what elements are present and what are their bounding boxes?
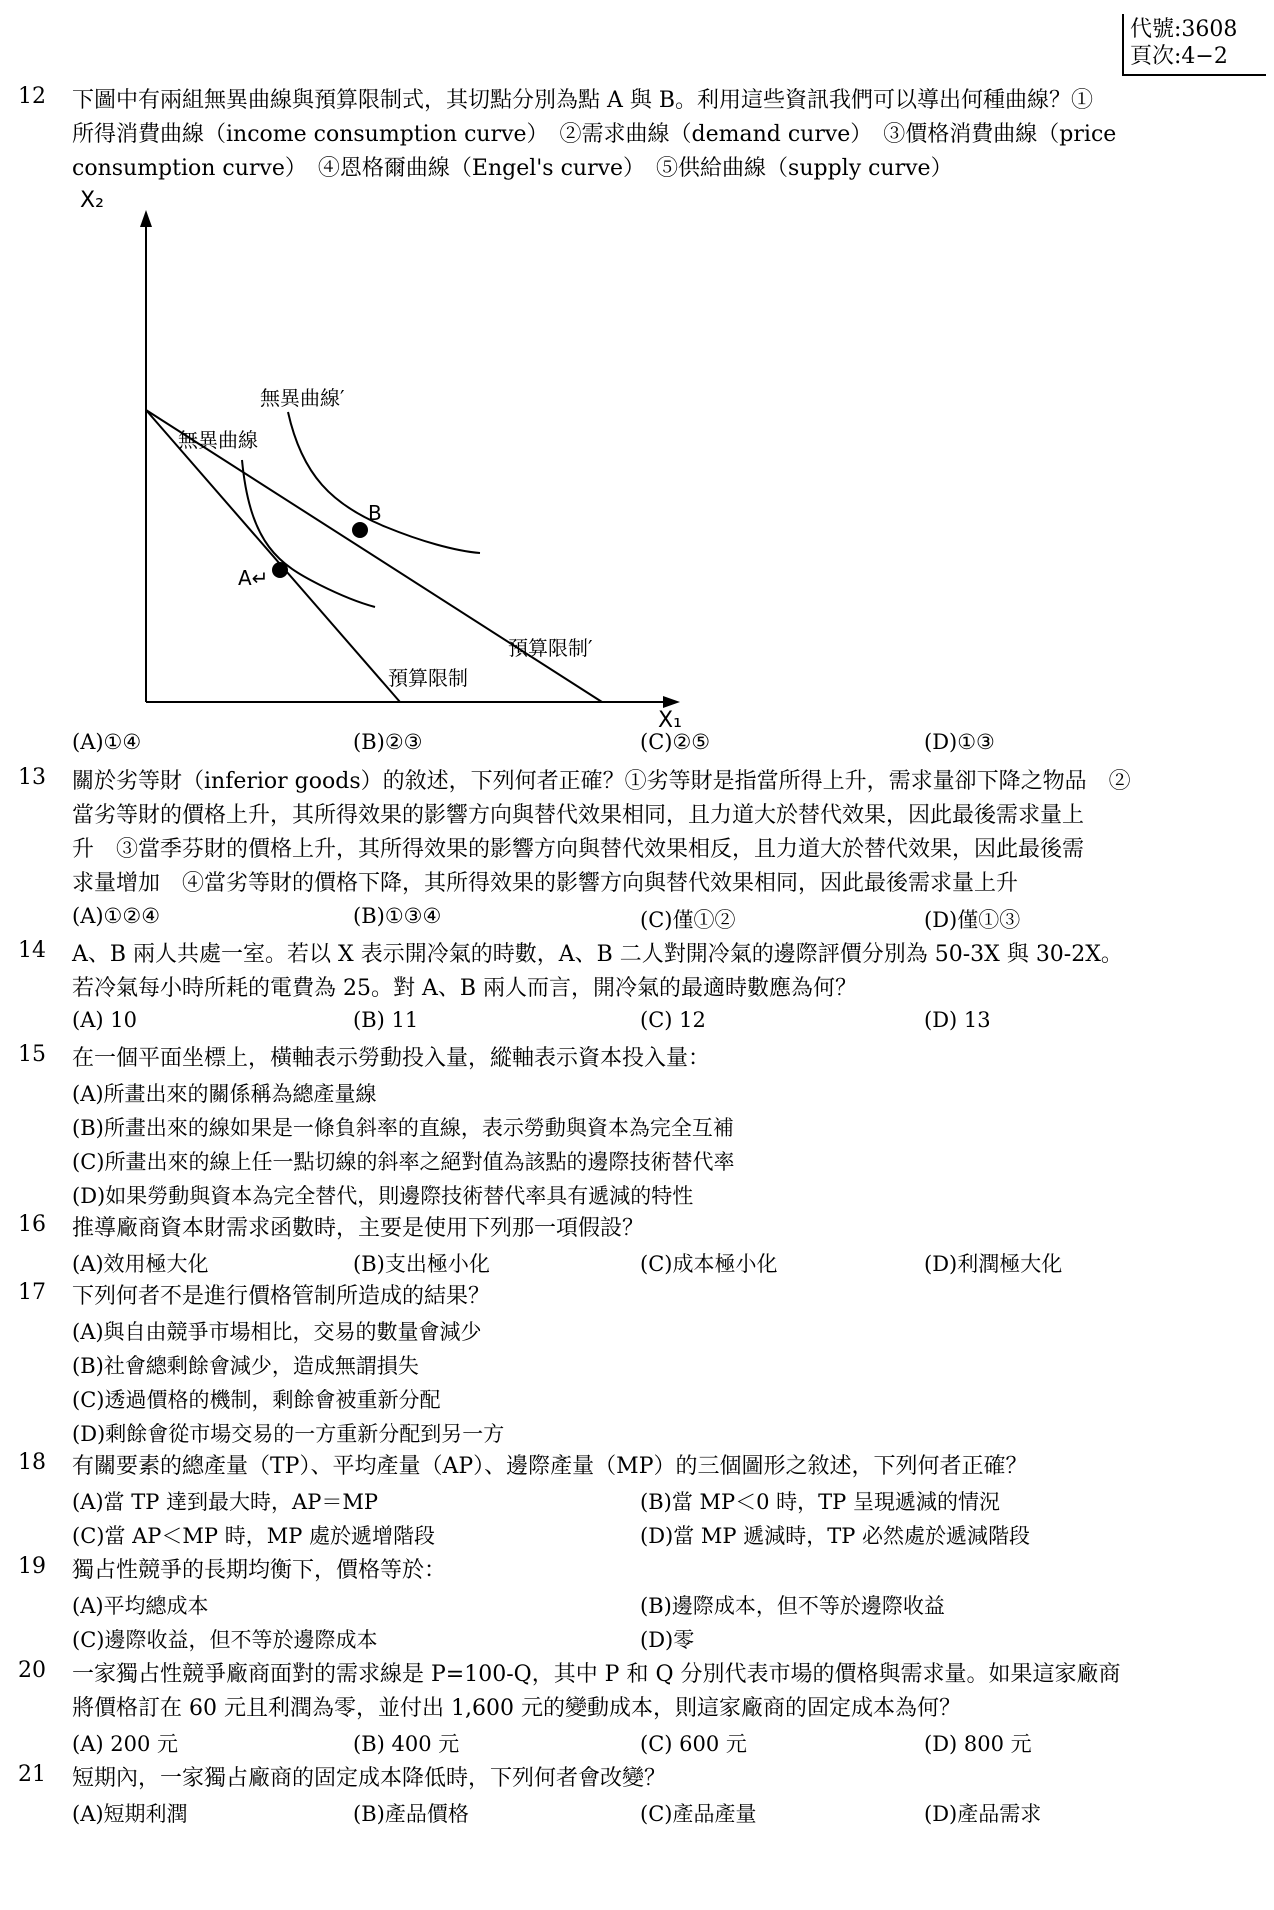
question-number: 15	[18, 1042, 46, 1067]
option-a: (A)①②④	[72, 904, 161, 928]
indifference-curve-figure	[70, 185, 690, 730]
question-line: 一家獨占性競爭廠商面對的需求線是 P=100-Q，其中 P 和 Q 分別代表市場的價格與需求量。如果這家廠商	[72, 1662, 1121, 1687]
option-d: (D)當 MP 遞減時，TP 必然處於遞減階段	[640, 1524, 1031, 1548]
question-line: 下列何者不是進行價格管制所造成的結果？	[72, 1284, 491, 1309]
option-d: (D)利潤極大化	[924, 1252, 1063, 1276]
option-c: (C)僅①②	[640, 908, 736, 932]
option-b: (B)所畫出來的線如果是一條負斜率的直線，表示勞動與資本為完全互補	[72, 1116, 734, 1140]
question-text	[72, 938, 1262, 1006]
option-a: (A)效用極大化	[72, 1252, 209, 1276]
option-b: (B)社會總剩餘會減少，造成無謂損失	[72, 1354, 419, 1378]
question-number: 21	[18, 1762, 46, 1787]
option-a: (A)平均總成本	[72, 1594, 209, 1618]
question-number: 12	[18, 84, 46, 109]
question-text	[72, 1280, 1262, 1314]
question-line: 所得消費曲線（income consumption curve） ②需求曲線（demand curve） ③價格消費曲線（price	[72, 122, 1117, 147]
option-a: (A)短期利潤	[72, 1802, 188, 1826]
option-c: (C)成本極小化	[640, 1252, 778, 1276]
question-line: 下圖中有兩組無異曲線與預算限制式，其切點分別為點 A 與 B。利用這些資訊我們可以導出何種曲線？①	[72, 88, 1094, 113]
question-text	[72, 1212, 1262, 1246]
question-number: 17	[18, 1280, 46, 1305]
option-c: (C)產品產量	[640, 1802, 757, 1826]
option-c: (C) 12	[640, 1008, 706, 1032]
question-text	[72, 1450, 1262, 1484]
question-line: 關於劣等財（inferior goods）的敘述，下列何者正確？①劣等財是指當所得上升，需求量卻下降之物品 ②	[72, 769, 1131, 794]
question-line: 若冷氣每小時所耗的電費為 25。對 A、B 兩人而言，開冷氣的最適時數應為何？	[72, 976, 858, 1001]
point-a-label: A↵	[238, 566, 269, 590]
option-b: (B)當 MP＜0 時，TP 呈現遞減的情況	[640, 1490, 1000, 1514]
question-number: 18	[18, 1450, 46, 1475]
indifference-curve-prime-label: 無異曲線′	[260, 386, 345, 410]
option-d: (D)剩餘會從市場交易的一方重新分配到另一方	[72, 1422, 505, 1446]
question-text	[72, 1042, 1262, 1076]
point-a	[272, 562, 288, 578]
option-d: (D)如果勞動與資本為完全替代，則邊際技術替代率具有遞減的特性	[72, 1184, 694, 1208]
question-line: 升 ③當季芬財的價格上升，其所得效果的影響方向與替代效果相反，且力道大於替代效果，因此最後需	[72, 837, 1085, 862]
option-a: (A) 200 元	[72, 1732, 178, 1756]
option-b: (B) 11	[353, 1008, 419, 1032]
question-text	[72, 1658, 1262, 1726]
option-c: (C) 600 元	[640, 1732, 747, 1756]
exam-code: 代號:3608	[1130, 17, 1238, 42]
question-number: 19	[18, 1554, 46, 1579]
option-b: (B)產品價格	[353, 1802, 469, 1826]
option-a: (A)①④	[72, 730, 142, 754]
y-axis-label: X₂	[80, 188, 104, 213]
option-b: (B)②③	[353, 730, 423, 754]
y-axis-arrow	[140, 210, 152, 227]
question-line: 求量增加 ④當劣等財的價格下降，其所得效果的影響方向與替代效果相同，因此最後需求量上升	[72, 871, 1019, 896]
question-number: 13	[18, 765, 46, 790]
indifference-curve-prime	[288, 412, 480, 553]
option-d: (D)零	[640, 1628, 695, 1652]
page-number: 頁次:4−2	[1130, 44, 1228, 69]
question-number: 20	[18, 1658, 46, 1683]
question-line: 將價格訂在 60 元且利潤為零，並付出 1,600 元的變動成本，則這家廠商的固定成本為何？	[72, 1696, 961, 1721]
option-a: (A)當 TP 達到最大時，AP＝MP	[72, 1490, 378, 1514]
question-line: 有關要素的總產量（TP）、平均產量（AP）、邊際產量（MP）的三個圖形之敘述，下列何者正確？	[72, 1454, 1028, 1479]
option-d: (D)①③	[924, 730, 995, 754]
budget-line-prime-label: 預算限制′	[508, 636, 593, 660]
budget-line-label: 預算限制	[388, 666, 468, 690]
question-line: A、B 兩人共處一室。若以 X 表示開冷氣的時數，A、B 二人對開冷氣的邊際評價分別為 50-3X 與 30-2X。	[72, 942, 1123, 967]
budget-line	[146, 410, 400, 702]
question-text	[72, 765, 1262, 901]
question-line: 獨占性競爭的長期均衡下，價格等於：	[72, 1558, 447, 1583]
question-line: 推導廠商資本財需求函數時，主要是使用下列那一項假設？	[72, 1216, 645, 1241]
option-a: (A)所畫出來的關係稱為總產量線	[72, 1082, 377, 1106]
point-b-label: B	[368, 501, 382, 525]
option-d: (D)僅①③	[924, 908, 1021, 932]
option-d: (D) 800 元	[924, 1732, 1032, 1756]
option-b: (B)支出極小化	[353, 1252, 490, 1276]
question-line: consumption curve） ④恩格爾曲線（Engel's curve） ⑤供給曲線（supply curve）	[72, 156, 953, 181]
option-a: (A)與自由競爭市場相比，交易的數量會減少	[72, 1320, 482, 1344]
question-line: 短期內，一家獨占廠商的固定成本降低時，下列何者會改變？	[72, 1766, 667, 1791]
question-text	[72, 1554, 1262, 1588]
option-b: (B) 400 元	[353, 1732, 460, 1756]
point-b	[352, 522, 368, 538]
question-number: 14	[18, 938, 46, 963]
x-axis-arrow	[663, 696, 680, 708]
exam-code-box	[1122, 14, 1266, 76]
option-c: (C)所畫出來的線上任一點切線的斜率之絕對值為該點的邊際技術替代率	[72, 1150, 735, 1174]
question-line: 當劣等財的價格上升，其所得效果的影響方向與替代效果相同，且力道大於替代效果，因此最後需求量上	[72, 803, 1085, 828]
question-number: 16	[18, 1212, 46, 1237]
option-d: (D)產品需求	[924, 1802, 1042, 1826]
option-c: (C)當 AP＜MP 時，MP 處於遞增階段	[72, 1524, 436, 1548]
option-c: (C)透過價格的機制，剩餘會被重新分配	[72, 1388, 441, 1412]
question-text	[72, 84, 1262, 186]
option-c: (C)②⑤	[640, 730, 711, 754]
question-text	[72, 1762, 1262, 1796]
option-d: (D) 13	[924, 1008, 991, 1032]
x-axis-label: X₁	[658, 708, 682, 730]
indifference-curve-label: 無異曲線	[178, 428, 258, 452]
option-a: (A) 10	[72, 1008, 137, 1032]
question-line: 在一個平面坐標上，橫軸表示勞動投入量，縱軸表示資本投入量：	[72, 1046, 711, 1071]
option-c: (C)邊際收益，但不等於邊際成本	[72, 1628, 378, 1652]
option-b: (B)邊際成本，但不等於邊際收益	[640, 1594, 945, 1618]
option-b: (B)①③④	[353, 904, 442, 928]
